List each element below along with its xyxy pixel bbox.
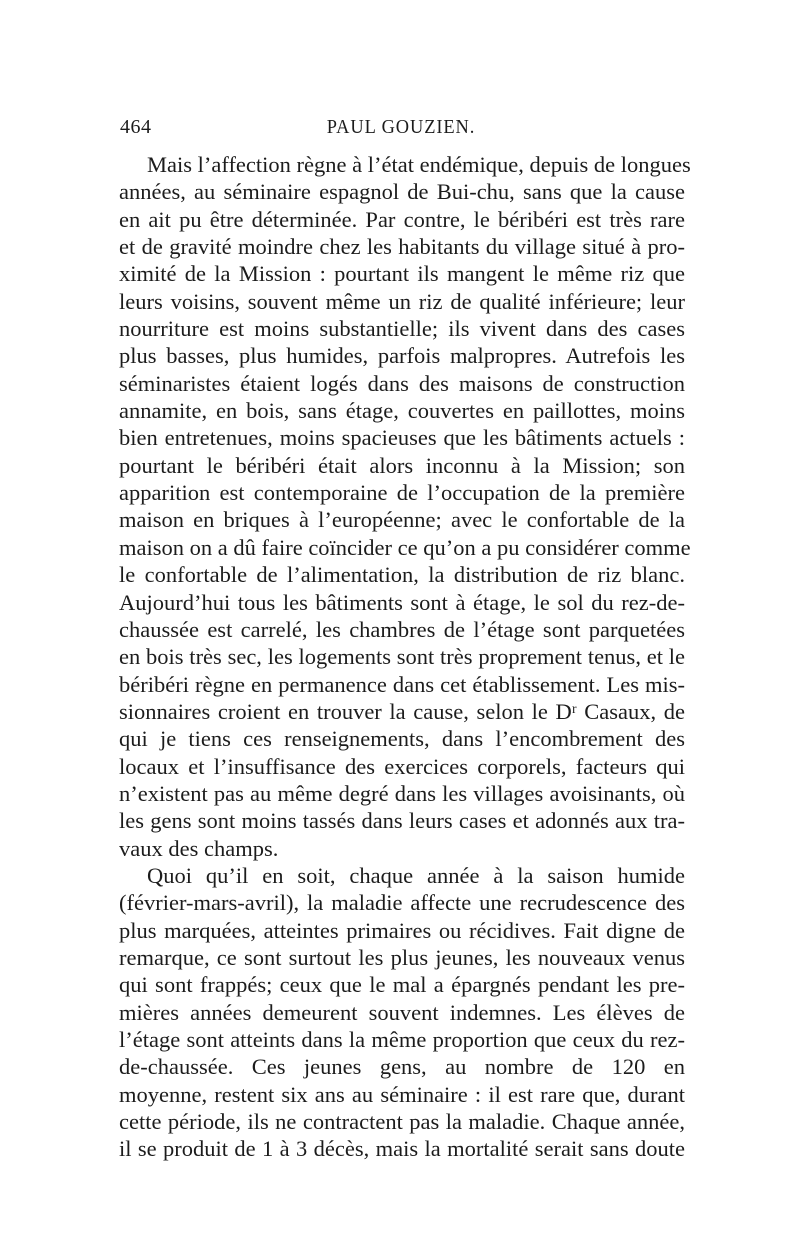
text-line: Aujourd’hui tous les bâtiments sont à étage, le sol du rez-de- [119, 589, 685, 615]
text-line: le confortable de l’alimentation, la distribution de riz blanc. [119, 562, 685, 588]
text-line: mières années demeurent souvent indemnes. Les élèves de [119, 999, 685, 1025]
text-line: chaussée est carrelé, les chambres de l’étage sont parquetées [119, 616, 685, 642]
text-line: apparition est contemporaine de l’occupation de la première [119, 480, 685, 506]
running-title: PAUL GOUZIEN. [326, 116, 476, 138]
text-line: de-chaussée. Ces jeunes gens, au nombre de 120 en [119, 1054, 685, 1080]
text-line: qui sont frappés; ceux que le mal a épargnés pendant les pre- [119, 972, 685, 998]
text-line: nourriture est moins substantielle; ils vivent dans des cases [119, 316, 685, 342]
text-line: séminaristes étaient logés dans des maisons de construction [119, 370, 685, 396]
text-line: annamite, en bois, sans étage, couvertes en paillottes, moins [119, 398, 685, 424]
text-line: maison on a dû faire coïncider ce qu’on a pu considérer comme [119, 534, 691, 560]
text-line: Mais l’affection règne à l’état endémique, depuis de longues [147, 152, 691, 177]
text-line: bien entretenues, moins spacieuses que les bâtiments actuels : [119, 425, 685, 451]
text-line: locaux et l’insuffisance des exercices corporels, facteurs qui [119, 753, 685, 779]
text-line: maison en briques à l’européenne; avec le confortable de la [119, 507, 685, 533]
body-text [119, 151, 691, 1163]
text-line: plus marquées, atteintes primaires ou récidives. Fait digne de [119, 917, 685, 943]
page-header [120, 116, 682, 144]
text-line: leurs voisins, souvent même un riz de qualité inférieure; leur [119, 288, 685, 314]
text-line: (février-mars-avril), la maladie affecte une recrudescence des [119, 890, 685, 916]
text-line: sionnaires croient en trouver la cause, selon le Dʳ Casaux, de [119, 698, 685, 724]
text-line: les gens sont moins tassés dans leurs cases et adonnés aux tra- [119, 808, 685, 834]
text-line: et de gravité moindre chez les habitants du village situé à pro- [119, 234, 685, 260]
text-line: pourtant le béribéri était alors inconnu à la Mission; son [119, 452, 685, 478]
text-line: plus basses, plus humides, parfois malpropres. Autrefois les [119, 343, 685, 369]
text-line: Quoi qu’il en soit, chaque année à la saison humide [147, 862, 685, 888]
text-line: en ait pu être déterminée. Par contre, le béribéri est très rare [119, 206, 685, 232]
text-line: il se produit de 1 à 3 décès, mais la mortalité serait sans doute [119, 1136, 685, 1162]
text-line: remarque, ce sont surtout les plus jeunes, les nouveaux venus [119, 944, 685, 970]
text-line: qui je tiens ces renseignements, dans l’encombrement des [119, 726, 685, 752]
text-line: l’étage sont atteints dans la même proportion que ceux du rez- [119, 1027, 685, 1052]
text-line: cette période, ils ne contractent pas la maladie. Chaque année, [119, 1109, 685, 1135]
text-line: années, au séminaire espagnol de Bui-chu, sans que la cause [119, 179, 685, 205]
page-number: 464 [120, 116, 152, 138]
text-line: en bois très sec, les logements sont très proprement tenus, et le [119, 644, 685, 670]
text-line: n’existent pas au même degré dans les villages avoisinants, où [119, 780, 685, 806]
text-line: béribéri règne en permanence dans cet établissement. Les mis- [119, 671, 685, 697]
text-line: vaux des champs. [119, 835, 279, 861]
text-line: ximité de la Mission : pourtant ils mangent le même riz que [119, 261, 685, 287]
text-line: moyenne, restent six ans au séminaire : il est rare que, durant [119, 1081, 685, 1107]
